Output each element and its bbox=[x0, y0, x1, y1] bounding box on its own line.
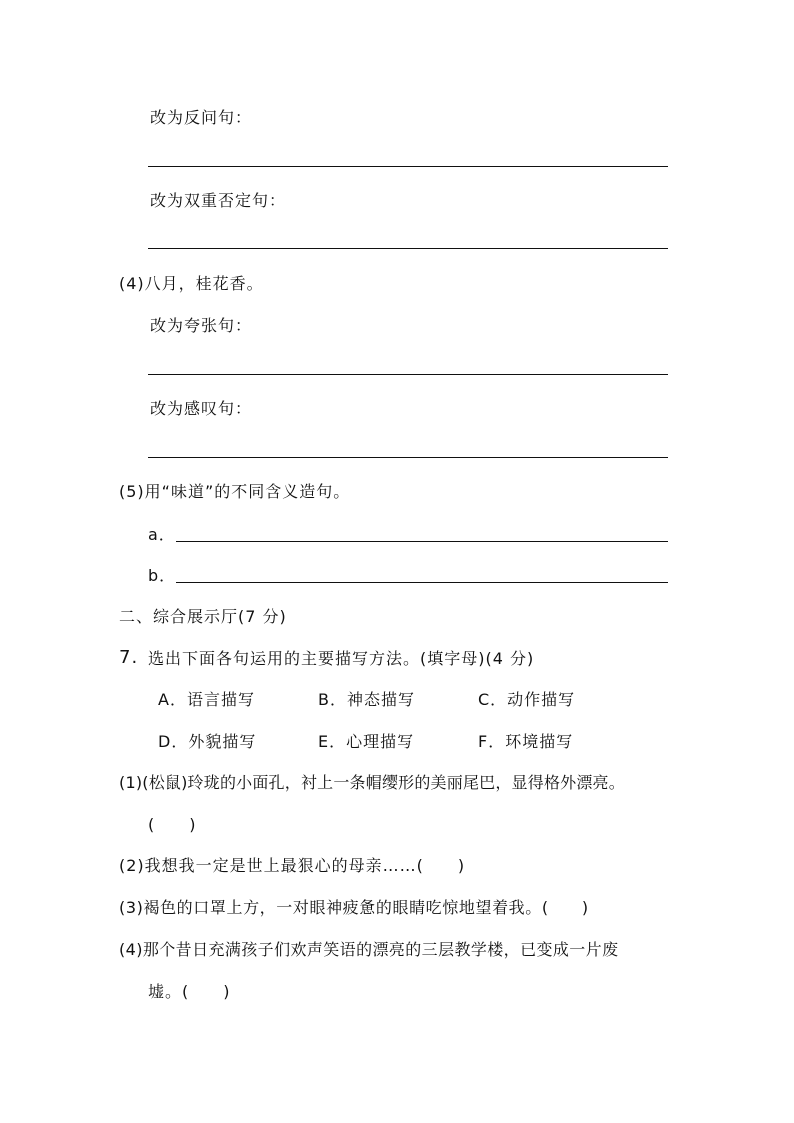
sentence-4-continuation: 墟。( ) bbox=[148, 982, 231, 1001]
option-b: B．神态描写 bbox=[318, 690, 415, 709]
rhetorical-question-prompt: 改为反问句： bbox=[150, 108, 253, 127]
sentence-b-label: b． bbox=[148, 566, 177, 585]
answer-line-a[interactable] bbox=[176, 541, 668, 542]
section-heading: 二、综合展示厅(7 分) bbox=[119, 607, 287, 626]
sentence-a-label: a． bbox=[148, 525, 176, 544]
sentence-4: (4)那个昔日充满孩子们欢声笑语的漂亮的三层教学楼，已变成一片废 bbox=[119, 940, 619, 959]
sentence-3: (3)褐色的口罩上方，一对眼神疲惫的眼睛吃惊地望着我。( ) bbox=[119, 898, 589, 917]
exaggeration-prompt: 改为夸张句： bbox=[150, 316, 253, 335]
question-7-number: 7. bbox=[119, 647, 139, 668]
option-f: F．环境描写 bbox=[478, 732, 574, 751]
option-d: D．外貌描写 bbox=[158, 732, 257, 751]
double-negative-prompt: 改为双重否定句： bbox=[150, 191, 287, 210]
answer-line[interactable] bbox=[148, 374, 668, 375]
option-c: C．动作描写 bbox=[478, 690, 576, 709]
answer-line[interactable] bbox=[148, 248, 668, 249]
answer-line[interactable] bbox=[148, 457, 668, 458]
sentence-1: (1)(松鼠)玲珑的小面孔，衬上一条帽缨形的美丽尾巴，显得格外漂亮。 bbox=[119, 773, 625, 792]
sentence-2: (2)我想我一定是世上最狠心的母亲……( ) bbox=[119, 856, 466, 875]
question-4-prompt: (4)八月，桂花香。 bbox=[119, 274, 264, 293]
answer-line[interactable] bbox=[148, 166, 668, 167]
option-a: A．语言描写 bbox=[158, 690, 255, 709]
answer-blank-1[interactable]: ( ) bbox=[148, 815, 197, 834]
answer-line-b[interactable] bbox=[176, 582, 668, 583]
question-5-prompt: (5)用“味道”的不同含义造句。 bbox=[119, 482, 351, 501]
question-7-prompt: 选出下面各句运用的主要描写方法。(填字母)(4 分) bbox=[148, 649, 535, 668]
exclamation-prompt: 改为感叹句： bbox=[150, 399, 253, 418]
option-e: E．心理描写 bbox=[318, 732, 415, 751]
